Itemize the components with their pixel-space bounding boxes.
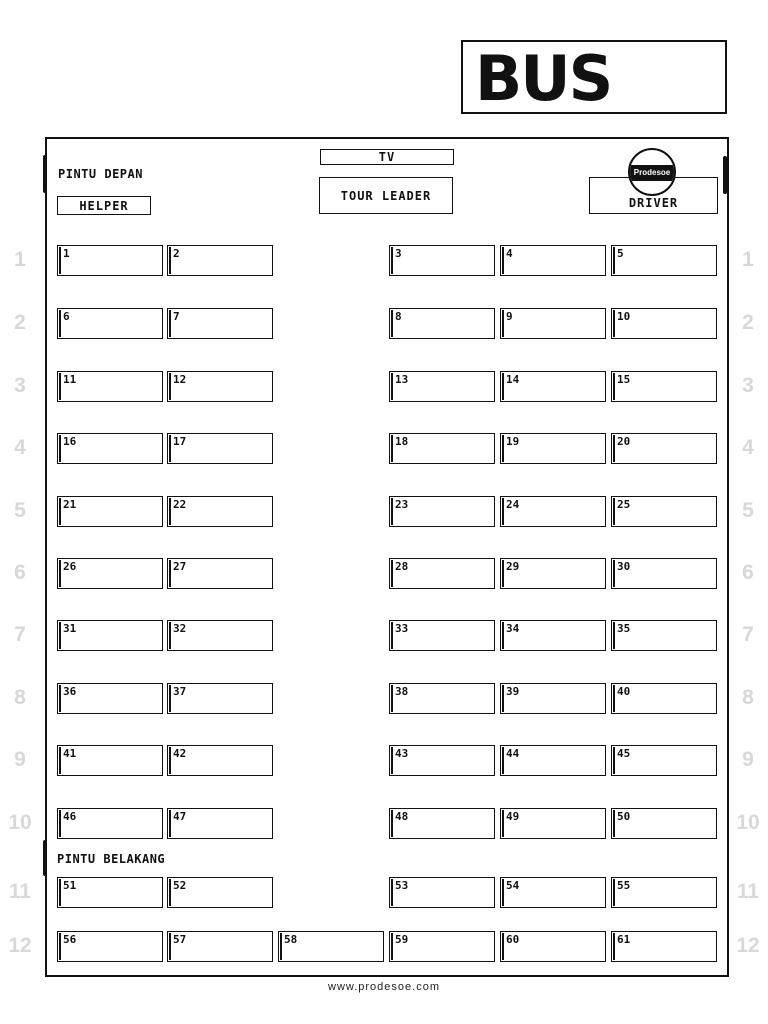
seat-16[interactable]: [57, 433, 163, 464]
row-number-right-10: 10: [736, 811, 760, 834]
seat-number: 61: [617, 933, 631, 946]
row-number-right-11: 11: [736, 880, 760, 903]
seat-number: 57: [173, 933, 187, 946]
row-number-left-3: 3: [14, 374, 26, 397]
seat-47[interactable]: [167, 808, 273, 839]
seat-37[interactable]: [167, 683, 273, 714]
row-number-left-4: 4: [14, 436, 26, 459]
seat-40[interactable]: [611, 683, 717, 714]
front-door-label: PINTU DEPAN: [58, 167, 143, 181]
seat-number: 44: [506, 747, 520, 760]
seat-number: 1: [63, 247, 70, 260]
footer-url: www.prodesoe.com: [328, 981, 440, 993]
seat-26[interactable]: [57, 558, 163, 589]
seat-number: 58: [284, 933, 298, 946]
seat-number: 35: [617, 622, 631, 635]
seat-number: 30: [617, 560, 631, 573]
seat-number: 19: [506, 435, 520, 448]
seat-number: 43: [395, 747, 409, 760]
row-number-left-12: 12: [8, 934, 32, 957]
seat-number: 34: [506, 622, 520, 635]
driver-label: DRIVER: [589, 177, 718, 214]
seat-36[interactable]: [57, 683, 163, 714]
seat-28[interactable]: [389, 558, 495, 589]
row-number-left-11: 11: [8, 880, 32, 903]
seat-number: 37: [173, 685, 187, 698]
row-number-left-2: 2: [14, 311, 26, 334]
page-title: BUS: [475, 42, 612, 115]
seat-39[interactable]: [500, 683, 606, 714]
seat-number: 46: [63, 810, 77, 823]
helper-label: HELPER: [57, 196, 151, 215]
tv-label: TV: [320, 149, 454, 165]
seat-number: 12: [173, 373, 187, 386]
seat-6[interactable]: [57, 308, 163, 339]
seat-38[interactable]: [389, 683, 495, 714]
seat-number: 29: [506, 560, 520, 573]
row-number-left-10: 10: [8, 811, 32, 834]
seat-50[interactable]: [611, 808, 717, 839]
seat-29[interactable]: [500, 558, 606, 589]
seat-number: 7: [173, 310, 180, 323]
logo-text: Prodesoe: [630, 165, 674, 181]
seat-19[interactable]: [500, 433, 606, 464]
seat-24[interactable]: [500, 496, 606, 527]
seat-42[interactable]: [167, 745, 273, 776]
seat-number: 13: [395, 373, 409, 386]
seat-number: 22: [173, 498, 187, 511]
seat-number: 56: [63, 933, 77, 946]
driver-door-marker: [723, 156, 727, 194]
seat-number: 51: [63, 879, 77, 892]
row-number-right-1: 1: [742, 248, 754, 271]
seat-number: 36: [63, 685, 77, 698]
seat-20[interactable]: [611, 433, 717, 464]
seat-17[interactable]: [167, 433, 273, 464]
seat-number: 50: [617, 810, 631, 823]
seat-number: 54: [506, 879, 520, 892]
row-number-right-4: 4: [742, 436, 754, 459]
row-number-left-1: 1: [14, 248, 26, 271]
seat-55[interactable]: [611, 877, 717, 908]
seat-18[interactable]: [389, 433, 495, 464]
seat-number: 48: [395, 810, 409, 823]
seat-9[interactable]: [500, 308, 606, 339]
seat-15[interactable]: [611, 371, 717, 402]
row-number-left-9: 9: [14, 748, 26, 771]
seat-number: 42: [173, 747, 187, 760]
seat-57[interactable]: [167, 931, 273, 962]
seat-41[interactable]: [57, 745, 163, 776]
row-number-right-12: 12: [736, 934, 760, 957]
seat-59[interactable]: [389, 931, 495, 962]
seat-number: 16: [63, 435, 77, 448]
seat-number: 23: [395, 498, 409, 511]
seat-34[interactable]: [500, 620, 606, 651]
seat-number: 14: [506, 373, 520, 386]
seat-number: 28: [395, 560, 409, 573]
row-number-right-9: 9: [742, 748, 754, 771]
seat-number: 60: [506, 933, 520, 946]
seat-44[interactable]: [500, 745, 606, 776]
seat-number: 20: [617, 435, 631, 448]
seat-5[interactable]: [611, 245, 717, 276]
seat-7[interactable]: [167, 308, 273, 339]
row-number-left-5: 5: [14, 499, 26, 522]
seat-4[interactable]: [500, 245, 606, 276]
seat-30[interactable]: [611, 558, 717, 589]
seat-51[interactable]: [57, 877, 163, 908]
seat-43[interactable]: [389, 745, 495, 776]
seat-1[interactable]: [57, 245, 163, 276]
seat-46[interactable]: [57, 808, 163, 839]
seat-3[interactable]: [389, 245, 495, 276]
row-number-left-6: 6: [14, 561, 26, 584]
seat-number: 9: [506, 310, 513, 323]
seat-2[interactable]: [167, 245, 273, 276]
seat-11[interactable]: [57, 371, 163, 402]
seat-number: 25: [617, 498, 631, 511]
seat-number: 31: [63, 622, 77, 635]
seat-49[interactable]: [500, 808, 606, 839]
seat-60[interactable]: [500, 931, 606, 962]
seat-number: 41: [63, 747, 77, 760]
seat-number: 49: [506, 810, 520, 823]
seat-number: 5: [617, 247, 624, 260]
seat-number: 4: [506, 247, 513, 260]
seat-56[interactable]: [57, 931, 163, 962]
seat-21[interactable]: [57, 496, 163, 527]
seat-number: 32: [173, 622, 187, 635]
seat-number: 21: [63, 498, 77, 511]
seat-58[interactable]: [278, 931, 384, 962]
seat-number: 2: [173, 247, 180, 260]
seat-48[interactable]: [389, 808, 495, 839]
seat-number: 26: [63, 560, 77, 573]
front-door-marker: [43, 155, 47, 193]
title-box: [461, 40, 727, 114]
seat-number: 59: [395, 933, 409, 946]
seat-27[interactable]: [167, 558, 273, 589]
rear-door-marker: [43, 840, 47, 876]
seat-number: 15: [617, 373, 631, 386]
seat-13[interactable]: [389, 371, 495, 402]
row-number-right-2: 2: [742, 311, 754, 334]
seat-54[interactable]: [500, 877, 606, 908]
rear-door-label: PINTU BELAKANG: [57, 852, 166, 866]
seat-number: 52: [173, 879, 187, 892]
seat-number: 11: [63, 373, 77, 386]
seat-number: 40: [617, 685, 631, 698]
seat-number: 10: [617, 310, 631, 323]
seat-32[interactable]: [167, 620, 273, 651]
seat-number: 18: [395, 435, 409, 448]
seat-number: 47: [173, 810, 187, 823]
prodesoe-logo: [628, 148, 676, 196]
seat-10[interactable]: [611, 308, 717, 339]
seat-12[interactable]: [167, 371, 273, 402]
row-number-right-6: 6: [742, 561, 754, 584]
seat-14[interactable]: [500, 371, 606, 402]
row-number-right-7: 7: [742, 623, 754, 646]
tour-leader-label: TOUR LEADER: [319, 177, 453, 214]
seat-45[interactable]: [611, 745, 717, 776]
seat-number: 38: [395, 685, 409, 698]
row-number-left-7: 7: [14, 623, 26, 646]
seat-52[interactable]: [167, 877, 273, 908]
seat-33[interactable]: [389, 620, 495, 651]
seat-25[interactable]: [611, 496, 717, 527]
seat-number: 39: [506, 685, 520, 698]
seat-61[interactable]: [611, 931, 717, 962]
seat-23[interactable]: [389, 496, 495, 527]
seat-8[interactable]: [389, 308, 495, 339]
row-number-left-8: 8: [14, 686, 26, 709]
seat-number: 45: [617, 747, 631, 760]
seat-53[interactable]: [389, 877, 495, 908]
seat-31[interactable]: [57, 620, 163, 651]
seat-number: 6: [63, 310, 70, 323]
seat-number: 53: [395, 879, 409, 892]
seat-22[interactable]: [167, 496, 273, 527]
seat-number: 3: [395, 247, 402, 260]
row-number-right-3: 3: [742, 374, 754, 397]
seat-number: 33: [395, 622, 409, 635]
seat-number: 55: [617, 879, 631, 892]
row-number-right-8: 8: [742, 686, 754, 709]
seat-number: 27: [173, 560, 187, 573]
seat-35[interactable]: [611, 620, 717, 651]
seat-number: 17: [173, 435, 187, 448]
seat-number: 24: [506, 498, 520, 511]
seat-number: 8: [395, 310, 402, 323]
row-number-right-5: 5: [742, 499, 754, 522]
